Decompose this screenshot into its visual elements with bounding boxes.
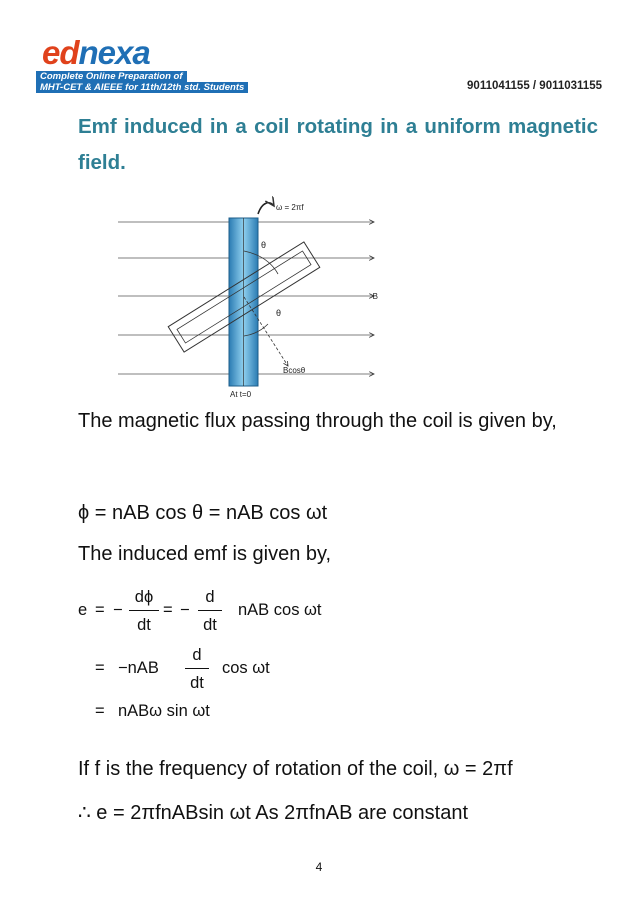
flux-paragraph: The magnetic flux passing through the coil is given by, bbox=[78, 410, 557, 432]
eq-dt-3: dt bbox=[190, 674, 204, 692]
b-field-label: B bbox=[372, 292, 378, 301]
eq-equals-3: = bbox=[95, 659, 105, 677]
eq-equals-2: = bbox=[163, 601, 173, 619]
logo-tagline-1: Complete Online Preparation of bbox=[36, 71, 187, 82]
frequency-line: If f is the frequency of rotation of the coil, ω = 2πf bbox=[78, 758, 513, 780]
logo-tagline-2: MHT-CET & AIEEE for 11th/12th std. Students bbox=[36, 82, 248, 93]
logo bbox=[42, 36, 150, 69]
eq-d-1: d bbox=[205, 588, 215, 606]
logo-nexa: nexa bbox=[78, 34, 150, 71]
eq-equals-4: = bbox=[95, 702, 105, 720]
emf-intro: The induced emf is given by, bbox=[78, 543, 332, 565]
flux-equation: ϕ = nAB cos θ = nAB cos ωt bbox=[78, 502, 328, 524]
eq-term-3: nABω sin ωt bbox=[118, 702, 210, 720]
bcos-label: Bcosθ bbox=[283, 366, 306, 375]
eq-dt-2: dt bbox=[203, 616, 217, 634]
page-number: 4 bbox=[315, 860, 323, 874]
eq-term-2a: −nAB bbox=[118, 659, 159, 677]
theta-top-label: θ bbox=[261, 240, 267, 250]
rotation-arrow bbox=[258, 203, 274, 214]
eq-equals-1: = bbox=[95, 601, 105, 619]
theta-mid-label: θ bbox=[276, 308, 282, 318]
eq-term-1: nAB cos ωt bbox=[238, 601, 322, 619]
eq-e: e bbox=[78, 601, 88, 619]
t0-label: At t=0 bbox=[230, 390, 252, 399]
frac-bar-2 bbox=[198, 610, 222, 611]
eq-d-2: d bbox=[192, 646, 202, 664]
final-line: ∴ e = 2πfnABsin ωt As 2πfnAB are constant bbox=[78, 802, 469, 824]
frac-bar-3 bbox=[185, 668, 209, 669]
eq-minus-1: − bbox=[113, 601, 123, 619]
logo-ed: ed bbox=[42, 34, 79, 71]
rotating-coil-diagram bbox=[118, 196, 380, 400]
phone-numbers: 9011041155 / 9011031155 bbox=[467, 80, 602, 92]
eq-dt-1: dt bbox=[137, 616, 151, 634]
section-title: Emf induced in a coil rotating in a uniform magnetic field. bbox=[78, 115, 598, 174]
eq-term-2b: cos ωt bbox=[222, 659, 270, 677]
omega-label: ω = 2πf bbox=[276, 203, 304, 212]
eq-dphi: dϕ bbox=[134, 588, 154, 606]
eq-minus-2: − bbox=[180, 601, 190, 619]
frac-bar-1 bbox=[129, 610, 159, 611]
